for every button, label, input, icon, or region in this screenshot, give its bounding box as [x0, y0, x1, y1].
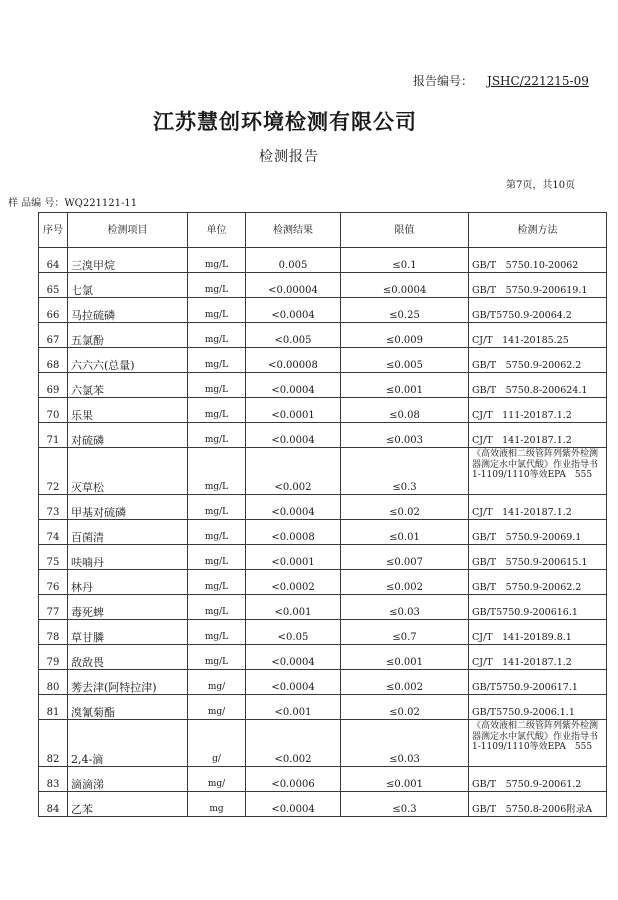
cell-no: 82: [39, 720, 68, 767]
cell-method: GB/T 5750.10-20062: [469, 248, 607, 273]
cell-no: 77: [39, 595, 68, 620]
cell-result: <0.0001: [246, 545, 341, 570]
cell-method: GB/T 5750.8-200624.1: [469, 373, 607, 398]
table-row: [39, 645, 607, 670]
cell-result: <0.00008: [246, 348, 341, 373]
cell-result: <0.0004: [246, 645, 341, 670]
table-row: [39, 298, 607, 323]
report-number-label: 报告编号：: [413, 74, 474, 88]
cell-result: <0.05: [246, 620, 341, 645]
cell-limit: ≤0.007: [341, 545, 469, 570]
col-header-unit: 单位: [188, 213, 246, 248]
cell-result: <0.0004: [246, 298, 341, 323]
cell-unit: mg/L: [188, 545, 246, 570]
cell-unit: mg/L: [188, 620, 246, 645]
cell-item: 马拉硫磷: [68, 298, 188, 323]
table-row: [39, 273, 607, 298]
cell-item: 五氯酚: [68, 323, 188, 348]
cell-result: <0.005: [246, 323, 341, 348]
cell-limit: ≤0.01: [341, 520, 469, 545]
cell-result: <0.0001: [246, 398, 341, 423]
cell-limit: ≤0.3: [341, 448, 469, 495]
cell-limit: ≤0.001: [341, 645, 469, 670]
cell-item: 六氯苯: [68, 373, 188, 398]
cell-item: 七氯: [68, 273, 188, 298]
cell-method: CJ/T 141-20187.1.2: [469, 645, 607, 670]
cell-method: CJ/T 141-20185.25: [469, 323, 607, 348]
cell-item: 滴滴涕: [68, 767, 188, 792]
cell-method: CJ/T 141-20187.1.2: [469, 423, 607, 448]
cell-method: GB/T 5750.8-2006附录A: [469, 792, 607, 817]
cell-method: CJ/T 111-20187.1.2: [469, 398, 607, 423]
table-row: [39, 545, 607, 570]
table-row: [39, 767, 607, 792]
cell-result: <0.0004: [246, 495, 341, 520]
cell-item: 莠去津(阿特拉津): [68, 670, 188, 695]
cell-limit: ≤0.03: [341, 595, 469, 620]
cell-unit: mg/L: [188, 645, 246, 670]
cell-result: <0.0004: [246, 423, 341, 448]
cell-unit: mg/L: [188, 495, 246, 520]
table-row: [39, 495, 607, 520]
cell-item: 草甘膦: [68, 620, 188, 645]
cell-unit: mg/L: [188, 298, 246, 323]
table-row: [39, 792, 607, 817]
cell-method: GB/T 5750.9-200615.1: [469, 545, 607, 570]
cell-unit: mg/L: [188, 595, 246, 620]
cell-result: <0.0002: [246, 570, 341, 595]
cell-unit: mg/L: [188, 373, 246, 398]
table-row: [39, 348, 607, 373]
cell-no: 81: [39, 695, 68, 720]
cell-limit: ≤0.03: [341, 720, 469, 767]
cell-no: 84: [39, 792, 68, 817]
cell-result: <0.001: [246, 695, 341, 720]
table-row: [39, 570, 607, 595]
table-body: [39, 248, 607, 817]
cell-result: 0.005: [246, 248, 341, 273]
cell-unit: mg/L: [188, 570, 246, 595]
cell-unit: mg/L: [188, 323, 246, 348]
cell-no: 79: [39, 645, 68, 670]
cell-result: <0.0008: [246, 520, 341, 545]
cell-method: GB/T 5750.9-200619.1: [469, 273, 607, 298]
table-row: [39, 373, 607, 398]
cell-method: 《高效液相二级管阵列紫外检测器测定水中氯代酸》作业指导书1-1109/1110等效EPA 555: [469, 720, 607, 767]
cell-limit: ≤0.08: [341, 398, 469, 423]
cell-unit: mg: [188, 792, 246, 817]
cell-method: GB/T 5750.9-20069.1: [469, 520, 607, 545]
cell-item: 乐果: [68, 398, 188, 423]
company-name: 江苏慧创环境检测有限公司: [153, 110, 417, 134]
cell-method: GB/T 5750.9-20062.2: [469, 348, 607, 373]
cell-limit: ≤0.005: [341, 348, 469, 373]
cell-no: 66: [39, 298, 68, 323]
cell-limit: ≤0.02: [341, 695, 469, 720]
cell-limit: ≤0.009: [341, 323, 469, 348]
cell-item: 对硫磷: [68, 423, 188, 448]
subtitle-text: 检测报告: [259, 149, 319, 165]
cell-method: 《高效液相二级管阵列紫外检测器测定水中氯代酸》作业指导书1-1109/1110等效EPA 555: [469, 448, 607, 495]
cell-limit: ≤0.001: [341, 767, 469, 792]
cell-limit: ≤0.002: [341, 570, 469, 595]
cell-item: 毒死蜱: [68, 595, 188, 620]
cell-unit: mg/: [188, 670, 246, 695]
cell-item: 甲基对硫磷: [68, 495, 188, 520]
cell-unit: mg/L: [188, 398, 246, 423]
cell-no: 70: [39, 398, 68, 423]
cell-item: 灭草松: [68, 448, 188, 495]
cell-method: GB/T5750.9-200616.1: [469, 595, 607, 620]
cell-limit: ≤0.002: [341, 670, 469, 695]
sample-number: 样 品编 号：WQ221121-11: [8, 198, 138, 209]
cell-no: 72: [39, 448, 68, 495]
table-header-row: [39, 213, 607, 248]
cell-item: 敌敌畏: [68, 645, 188, 670]
cell-no: 65: [39, 273, 68, 298]
cell-method: GB/T 5750.9-20062.2: [469, 570, 607, 595]
cell-no: 73: [39, 495, 68, 520]
table-row: [39, 323, 607, 348]
table-row: [39, 670, 607, 695]
cell-item: 溴氰菊酯: [68, 695, 188, 720]
col-header-result: 检测结果: [246, 213, 341, 248]
table-row: [39, 520, 607, 545]
cell-result: <0.0004: [246, 670, 341, 695]
cell-unit: mg/: [188, 767, 246, 792]
results-table: [38, 212, 607, 817]
table-row: [39, 423, 607, 448]
cell-method: GB/T5750.9-200617.1: [469, 670, 607, 695]
col-header-limit: 限值: [341, 213, 469, 248]
table-row: [39, 398, 607, 423]
cell-item: 林丹: [68, 570, 188, 595]
cell-method: GB/T5750.9-2006.1.1: [469, 695, 607, 720]
cell-result: <0.002: [246, 720, 341, 767]
cell-unit: mg/L: [188, 423, 246, 448]
cell-no: 69: [39, 373, 68, 398]
cell-item: 六六六(总量): [68, 348, 188, 373]
table-row: [39, 720, 607, 767]
cell-no: 75: [39, 545, 68, 570]
cell-no: 67: [39, 323, 68, 348]
table-row: [39, 620, 607, 645]
col-header-method: 检测方法: [469, 213, 607, 248]
cell-unit: mg/L: [188, 448, 246, 495]
cell-limit: ≤0.1: [341, 248, 469, 273]
cell-no: 83: [39, 767, 68, 792]
cell-result: <0.001: [246, 595, 341, 620]
cell-result: <0.0004: [246, 373, 341, 398]
cell-unit: mg/L: [188, 348, 246, 373]
page-info: 第7页，共10页: [506, 180, 576, 191]
cell-no: 78: [39, 620, 68, 645]
table-row: [39, 248, 607, 273]
cell-unit: mg/: [188, 695, 246, 720]
cell-limit: ≤0.0004: [341, 273, 469, 298]
cell-limit: ≤0.25: [341, 298, 469, 323]
cell-item: 2,4-滴: [68, 720, 188, 767]
cell-limit: ≤0.02: [341, 495, 469, 520]
table-row: [39, 595, 607, 620]
cell-method: CJ/T 141-20189.8.1: [469, 620, 607, 645]
cell-no: 76: [39, 570, 68, 595]
cell-item: 呋喃丹: [68, 545, 188, 570]
cell-no: 64: [39, 248, 68, 273]
cell-result: <0.00004: [246, 273, 341, 298]
cell-item: 百菌清: [68, 520, 188, 545]
cell-no: 71: [39, 423, 68, 448]
cell-method: CJ/T 141-20187.1.2: [469, 495, 607, 520]
cell-no: 68: [39, 348, 68, 373]
cell-item: 三溴甲烷: [68, 248, 188, 273]
cell-limit: ≤0.003: [341, 423, 469, 448]
company-title: [0, 106, 618, 136]
table-row: [39, 695, 607, 720]
cell-item: 乙苯: [68, 792, 188, 817]
cell-result: <0.0004: [246, 792, 341, 817]
cell-unit: mg/L: [188, 520, 246, 545]
col-header-no: 序号: [39, 213, 68, 248]
cell-method: GB/T5750.9-20064.2: [469, 298, 607, 323]
cell-result: <0.0006: [246, 767, 341, 792]
cell-no: 74: [39, 520, 68, 545]
cell-unit: mg/L: [188, 273, 246, 298]
cell-result: <0.002: [246, 448, 341, 495]
cell-unit: g/: [188, 720, 246, 767]
cell-no: 80: [39, 670, 68, 695]
col-header-item: 检测项目: [68, 213, 188, 248]
report-number-value: JSHC/221215-09: [487, 74, 589, 88]
cell-unit: mg/L: [188, 248, 246, 273]
cell-limit: ≤0.001: [341, 373, 469, 398]
cell-method: GB/T 5750.9-20061.2: [469, 767, 607, 792]
report-subtitle: [0, 146, 618, 166]
report-number: [413, 72, 589, 89]
cell-limit: ≤0.7: [341, 620, 469, 645]
table-row: [39, 448, 607, 495]
cell-limit: ≤0.3: [341, 792, 469, 817]
